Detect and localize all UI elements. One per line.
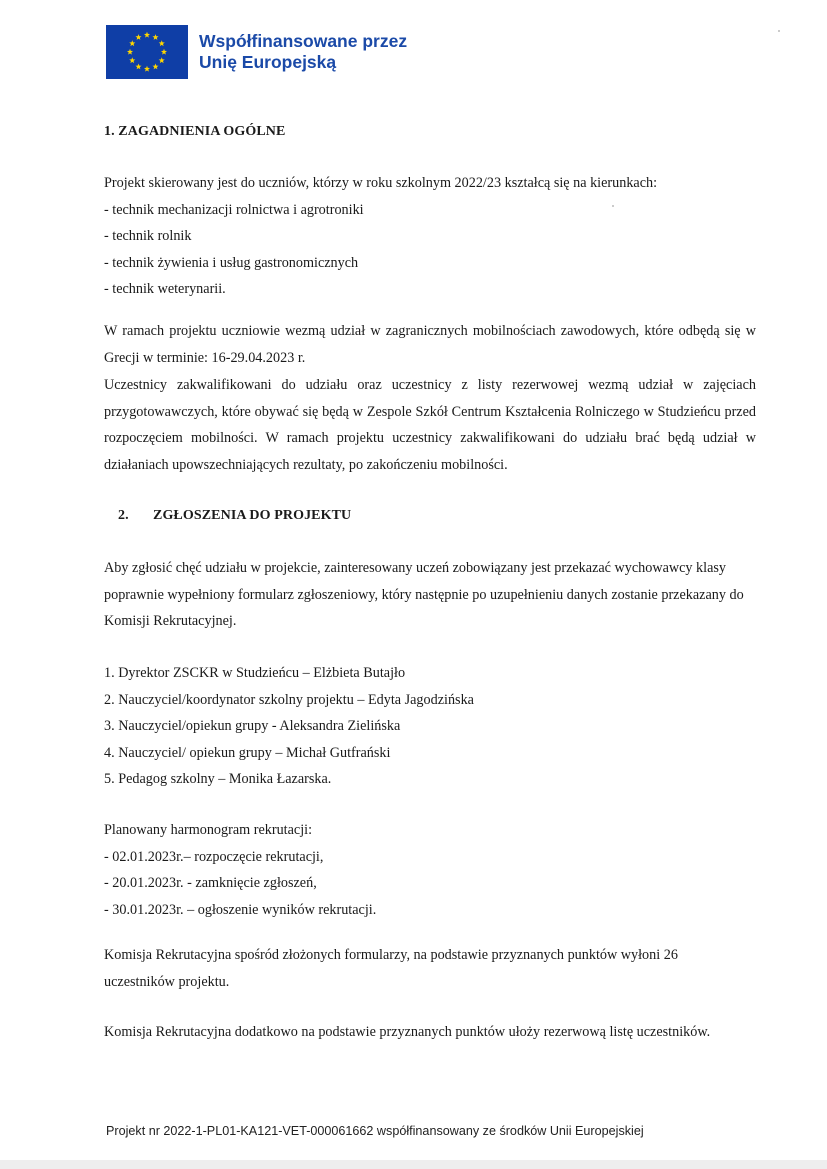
eu-star-icon bbox=[159, 40, 165, 46]
eu-flag-icon bbox=[106, 25, 188, 79]
preparation-paragraph: Uczestnicy zakwalifikowani do udziału oraz uczestnicy z listy rezerwowej wezmą udział w zajęciach przygotowawczych, które obywać się będą w Zespole Szkół Centrum Kształcenia Rolniczego w Studzieńcu przed rozpoczęciem mobilności. W ramach projektu uczestnicy zakwalifikowani do udziału brać będą udział w działaniach upowszechniających rezultaty, po zakończeniu mobilności. bbox=[104, 377, 756, 473]
eu-cofunded-logo bbox=[106, 25, 407, 79]
schedule-item: - 02.01.2023r.– rozpoczęcie rekrutacji, bbox=[104, 848, 324, 865]
reserve-list-paragraph: Komisja Rekrutacyjna dodatkowo na podstawie przyznanych punktów ułoży rezerwową listę uczestników. bbox=[104, 1024, 711, 1040]
eu-star-icon bbox=[127, 49, 133, 55]
committee-list bbox=[104, 660, 756, 793]
schedule-item: - 20.01.2023r. - zamknięcie zgłoszeń, bbox=[104, 875, 317, 891]
intro-text: Projekt skierowany jest do uczniów, którzy w roku szkolnym 2022/23 kształcą się na kierunkach: bbox=[104, 175, 658, 191]
committee-member: 3. Nauczyciel/opiekun grupy - Aleksandra Zielińska bbox=[104, 718, 401, 734]
logo-line-2: Unię Europejską bbox=[199, 52, 337, 72]
eu-star-icon bbox=[144, 32, 150, 38]
section-1-heading: 1. ZAGADNIENIA OGÓLNE bbox=[104, 124, 286, 139]
list-item: - technik weterynarii. bbox=[104, 281, 226, 297]
section-2-number: 2. bbox=[118, 508, 129, 523]
schedule-item: - 30.01.2023r. – ogłoszenie wyników rekrutacji. bbox=[104, 901, 377, 918]
eu-star-icon bbox=[129, 57, 135, 63]
schedule-title: Planowany harmonogram rekrutacji: bbox=[104, 822, 313, 838]
committee-member: 4. Nauczyciel/ opiekun grupy – Michał Gutfrański bbox=[104, 744, 391, 761]
schedule-block bbox=[104, 817, 756, 923]
eu-star-icon bbox=[152, 64, 158, 70]
scan-bottom-edge bbox=[0, 1160, 827, 1169]
logo-line-1: Współfinansowane przez bbox=[199, 31, 408, 51]
logo-text bbox=[199, 31, 407, 73]
committee-member: 1. Dyrektor ZSCKR w Studzieńcu – Elżbieta Butajło bbox=[104, 665, 406, 681]
eu-star-icon bbox=[161, 49, 167, 55]
eu-stars-icon bbox=[106, 25, 188, 79]
list-item: - technik żywienia i usług gastronomicznych bbox=[104, 254, 359, 271]
eu-star-icon bbox=[135, 34, 141, 40]
section-2-heading: ZGŁOSZENIA DO PROJEKTU bbox=[153, 508, 352, 523]
mobility-paragraph: W ramach projektu uczniowie wezmą udział w zagranicznych mobilnościach zawodowych, które odbędą się w Grecji w terminie: 16-29.04.2023 r. bbox=[104, 323, 756, 366]
selection-paragraph: Komisja Rekrutacyjna spośród złożonych formularzy, na podstawie przyznanych punktów wyłoni 26 uczestników projektu. bbox=[104, 947, 678, 990]
application-paragraph: Aby zgłosić chęć udziału w projekcie, zainteresowany uczeń zobowiązany jest przekazać wychowawcy klasy poprawnie wypełniony formularz zgłoszeniowy, który następnie po uzupełnieniu danych zostanie przekazany do Komisji Rekrutacyjnej. bbox=[104, 560, 744, 629]
committee-member: 2. Nauczyciel/koordynator szkolny projektu – Edyta Jagodzińska bbox=[104, 691, 474, 708]
scan-speck bbox=[778, 30, 780, 32]
eu-star-icon bbox=[144, 66, 150, 72]
footer-project-number: Projekt nr 2022-1-PL01-KA121-VET-000061662 współfinansowany ze środków Unii Europejskiej bbox=[106, 1124, 644, 1138]
section-1-intro-block bbox=[104, 170, 756, 303]
list-item: - technik rolnik bbox=[104, 228, 192, 244]
committee-member: 5. Pedagog szkolny – Monika Łazarska. bbox=[104, 771, 332, 787]
scan-speck bbox=[612, 205, 614, 207]
eu-star-icon bbox=[129, 40, 135, 46]
eu-star-icon bbox=[152, 34, 158, 40]
eu-star-icon bbox=[135, 64, 141, 70]
list-item: - technik mechanizacji rolnictwa i agrotroniki bbox=[104, 201, 364, 218]
eu-star-icon bbox=[159, 57, 165, 63]
